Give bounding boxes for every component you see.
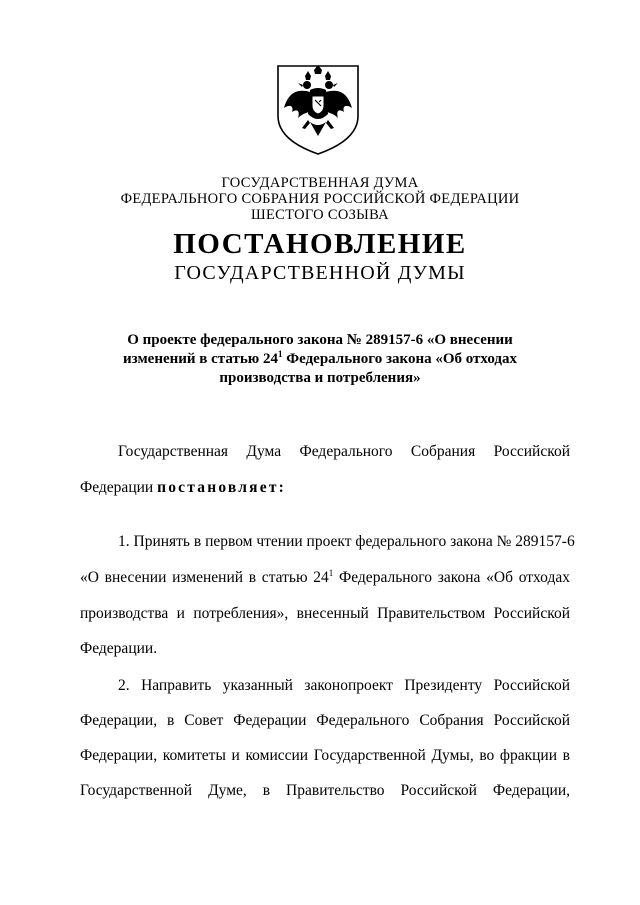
paragraph-2-line-3: Федерации, комитеты и комиссии Государственной Думы, во фракции в <box>80 747 570 764</box>
intro-line-2: Федерации постановляет: <box>80 479 286 496</box>
document-subtitle: ГОСУДАРСТВЕННОЙ ДУМЫ <box>174 262 466 284</box>
subject-line-2: изменений в статью $24^1$ Федерального закона «Об отходах <box>122 349 518 367</box>
header-line-2: ФЕДЕРАЛЬНОГО СОБРАНИЯ РОССИЙСКОЙ ФЕДЕРАЦИИ <box>120 191 520 207</box>
paragraph-2-line-1: 2. Направить указанный законопроект Президенту Российской <box>118 677 570 694</box>
coat-of-arms-emblem <box>270 62 366 158</box>
document-subject <box>110 331 530 388</box>
paragraph-1-line-3: производства и потребления», внесенный Правительством Российской <box>80 605 570 622</box>
paragraph-2-line-4: Государственной Думе, в Правительство Российской Федерации, <box>80 782 570 799</box>
paragraph-2-line-2: Федерации, в Совет Федерации Федерального Собрания Российской <box>80 712 570 729</box>
intro-line-1: Государственная Дума Федерального Собрания Российской <box>118 443 570 460</box>
header-line-3: ШЕСТОГО СОЗЫВА <box>251 207 389 223</box>
subject-line-3: производства и потребления» <box>219 370 421 386</box>
paragraph-1-line-2: «О внесении изменений в статью $24^1$ Федерального закона «Об отходах <box>80 567 570 586</box>
header-line-1: ГОСУДАРСТВЕННАЯ ДУМА <box>221 175 419 191</box>
paragraph-1-line-4: Федерации. <box>80 640 158 657</box>
subject-line-1: О проекте федерального закона № 289157-6 «О внесении <box>127 332 513 348</box>
document-title: ПОСТАНОВЛЕНИЕ <box>173 228 467 260</box>
decree-verb: постановляет: <box>157 479 286 496</box>
paragraph-1-line-1: 1. Принять в первом чтении проект федерального закона № 289157-6 <box>118 533 575 550</box>
